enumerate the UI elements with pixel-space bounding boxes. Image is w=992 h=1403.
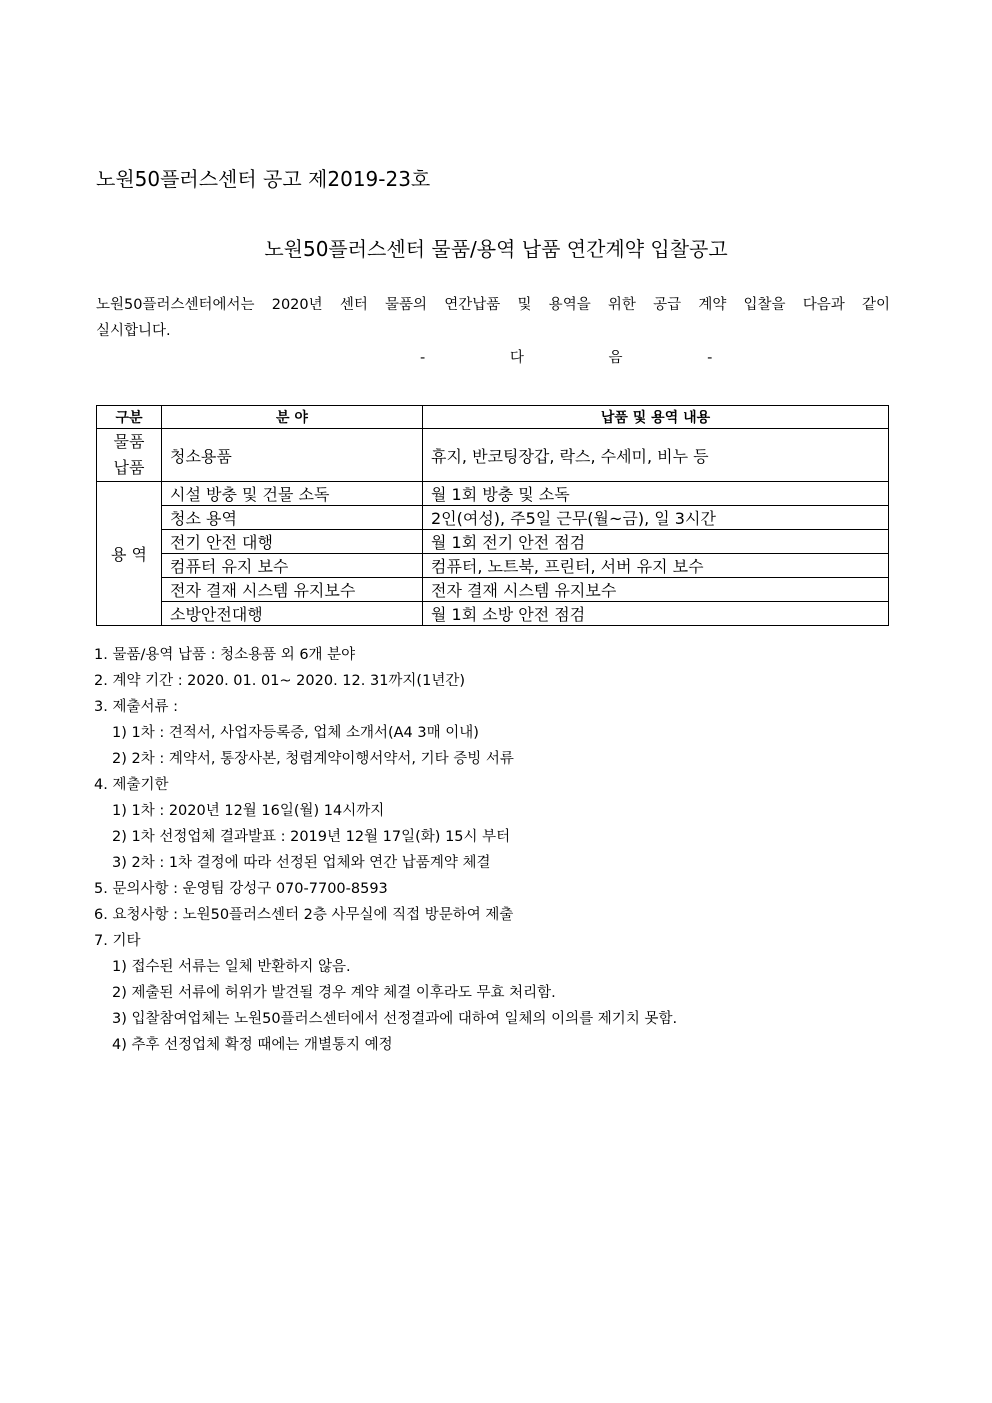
cell-field: 시설 방충 및 건물 소독 (162, 482, 423, 506)
section-marker: - 다 음 - (420, 350, 713, 366)
cell-content: 컴퓨터, 노트북, 프린터, 서버 유지 보수 (423, 554, 889, 578)
cell-content: 월 1회 방충 및 소독 (423, 482, 889, 506)
cell-field: 청소용품 (162, 429, 423, 482)
list-subitem: 1) 접수된 서류는 일체 반환하지 않음. (112, 959, 351, 975)
table-row (97, 602, 889, 626)
list-item: 3. 제출서류 : (94, 699, 178, 715)
cell-content: 2인(여성), 주5일 근무(월~금), 일 3시간 (423, 506, 889, 530)
list-subitem: 3) 입찰참여업체는 노원50플러스센터에서 선정결과에 대하여 일체의 이의를 제기치 못함. (112, 1011, 678, 1027)
cell-content: 전자 결재 시스템 유지보수 (423, 578, 889, 602)
table-row (97, 578, 889, 602)
cell-content: 휴지, 반코팅장갑, 락스, 수세미, 비누 등 (423, 429, 889, 482)
table-row (97, 429, 889, 482)
table-header (97, 406, 889, 429)
table-row (97, 482, 889, 506)
list-item: 4. 제출기한 (94, 777, 169, 793)
cell-content: 월 1회 소방 안전 점검 (423, 602, 889, 626)
list-subitem: 1) 1차 : 2020년 12월 16일(월) 14시까지 (112, 803, 385, 819)
list-subitem: 4) 추후 선정업체 확정 때에는 개별통지 예정 (112, 1037, 393, 1053)
list-item: 7. 기타 (94, 933, 141, 949)
cell-field: 청소 용역 (162, 506, 423, 530)
document-title: 노원50플러스센터 물품/용역 납품 연간계약 입찰공고 (264, 237, 728, 261)
cell-content: 월 1회 전기 안전 점검 (423, 530, 889, 554)
cell-field: 전자 결재 시스템 유지보수 (162, 578, 423, 602)
table-row (97, 506, 889, 530)
table-row (97, 554, 889, 578)
list-subitem: 3) 2차 : 1차 결정에 따라 선정된 업체와 연간 납품계약 체결 (112, 855, 491, 871)
cell-field: 소방안전대행 (162, 602, 423, 626)
list-item: 6. 요청사항 : 노원50플러스센터 2층 사무실에 직접 방문하여 제출 (94, 907, 514, 923)
notice-number: 노원50플러스센터 공고 제2019-23호 (96, 167, 431, 191)
list-subitem: 2) 1차 선정업체 결과발표 : 2019년 12월 17일(화) 15시 부터 (112, 829, 511, 845)
header-field: 분 야 (162, 406, 423, 429)
list-subitem: 2) 제출된 서류에 허위가 발견될 경우 계약 체결 이후라도 무효 처리함. (112, 985, 556, 1001)
intro-line-1: 노원50플러스센터에서는 2020년 센터 물품의 연간납품 및 용역을 위한 공급 계약 입찰을 다음과 같이 (96, 297, 890, 313)
list-subitem: 2) 2차 : 계약서, 통장사본, 청렴계약이행서약서, 기타 증빙 서류 (112, 751, 514, 767)
details-list (94, 645, 677, 1061)
list-subitem: 1) 1차 : 견적서, 사업자등록증, 업체 소개서(A4 3매 이내) (112, 725, 479, 741)
cell-field: 컴퓨터 유지 보수 (162, 554, 423, 578)
list-item: 2. 계약 기간 : 2020. 01. 01~ 2020. 12. 31까지(1년간) (94, 673, 465, 689)
intro-line-2: 실시합니다. (96, 323, 171, 339)
table-row (97, 530, 889, 554)
header-content: 납품 및 용역 내용 (423, 406, 889, 429)
cell-field: 전기 안전 대행 (162, 530, 423, 554)
header-category: 구분 (97, 406, 162, 429)
items-table (96, 405, 889, 626)
list-item: 1. 물품/용역 납품 : 청소용품 외 6개 분야 (94, 647, 356, 663)
list-item: 5. 문의사항 : 운영팀 강성구 070-7700-8593 (94, 881, 388, 897)
group-goods: 물품 납품 (97, 429, 162, 482)
group-services: 용 역 (97, 482, 162, 626)
